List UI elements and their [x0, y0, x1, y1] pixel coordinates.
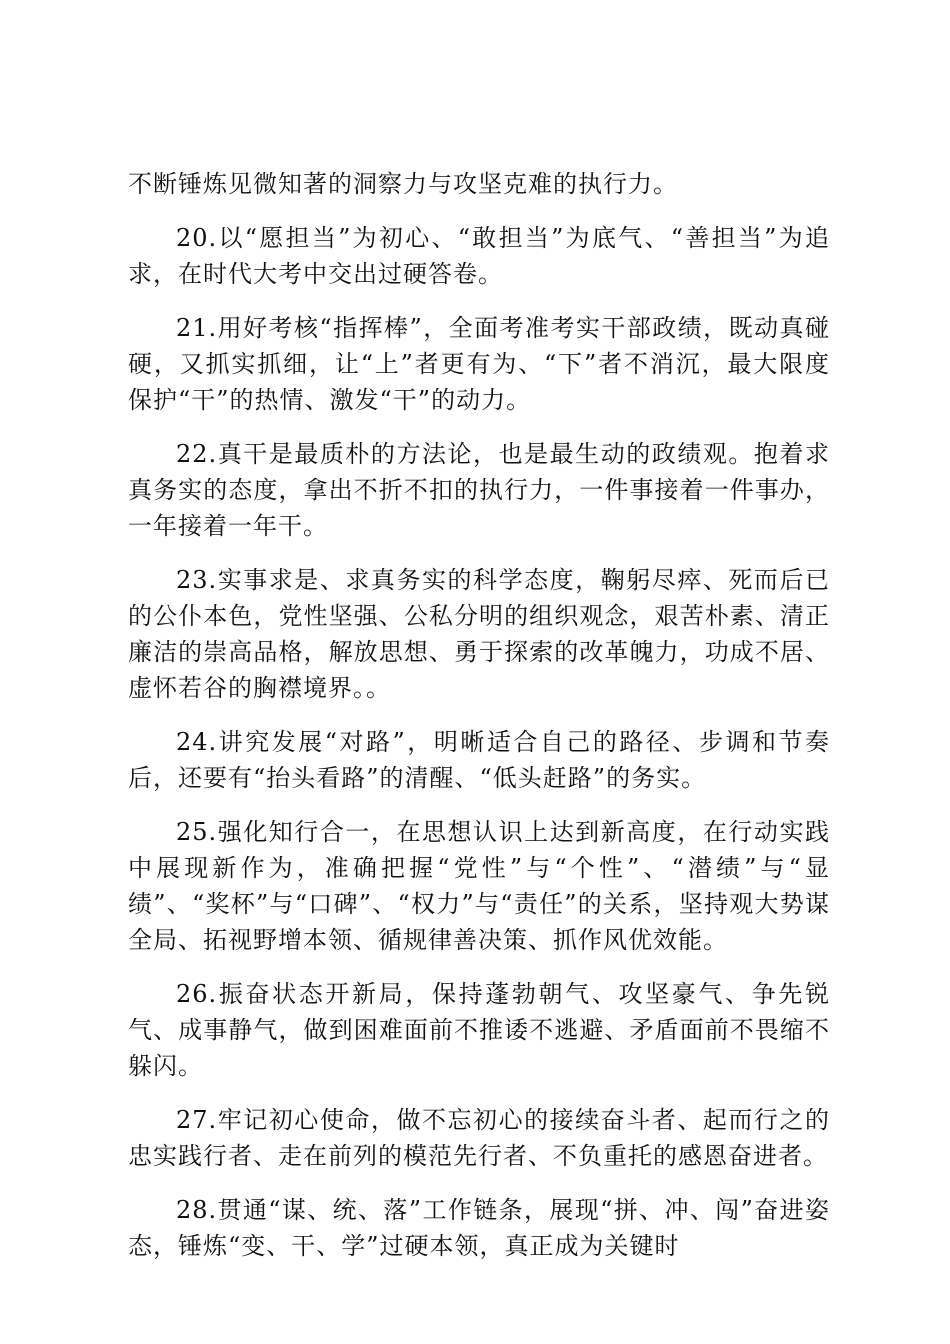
paragraph-26: 26.振奋状态开新局，保持蓬勃朝气、攻坚豪气、争先锐气、成事静气，做到困难面前不推诿不逃避、矛盾面前不畏缩不躲闪。 — [128, 980, 830, 1080]
document-body — [128, 166, 830, 1282]
paragraph-27: 27.牢记初心使命，做不忘初心的接续奋斗者、起而行之的忠实践行者、走在前列的模范先行者、不负重托的感恩奋进者。 — [128, 1106, 830, 1170]
paragraph-continuation: 不断锤炼见微知著的洞察力与攻坚克难的执行力。 — [128, 170, 678, 198]
paragraph-21: 21.用好考核“指挥棒”，全面考准考实干部政绩，既动真碰硬，又抓实抓细，让“上”者更有为、“下”者不消沉，最大限度保护“干”的热情、激发“干”的动力。 — [128, 314, 830, 414]
paragraph-24: 24.讲究发展“对路”，明晰适合自己的路径、步调和节奏后，还要有“抬头看路”的清醒、“低头赶路”的务实。 — [128, 728, 830, 792]
paragraph-28: 28.贯通“谋、统、落”工作链条，展现“拼、冲、闯”奋进姿态，锤炼“变、干、学”过硬本领，真正成为关键时 — [128, 1196, 830, 1260]
paragraph-22: 22.真干是最质朴的方法论，也是最生动的政绩观。抱着求真务实的态度，拿出不折不扣的执行力，一件事接着一件事办，一年接着一年干。 — [128, 440, 830, 540]
paragraph-23: 23.实事求是、求真务实的科学态度，鞠躬尽瘁、死而后已的公仆本色，党性坚强、公私分明的组织观念，艰苦朴素、清正廉洁的崇高品格，解放思想、勇于探索的改革魄力，功成不居、虚怀若谷的胸襟境界。。 — [128, 566, 830, 702]
paragraph-25: 25.强化知行合一，在思想认识上达到新高度，在行动实践中展现新作为，准确把握“党性”与“个性”、“潜绩”与“显绩”、“奖杯”与“口碑”、“权力”与“责任”的关系，坚持观大势谋全局、拓视野增本领、循规律善决策、抓作风优效能。 — [128, 818, 830, 954]
paragraph-20: 20.以“愿担当”为初心、“敢担当”为底气、“善担当”为追求，在时代大考中交出过硬答卷。 — [128, 224, 830, 288]
